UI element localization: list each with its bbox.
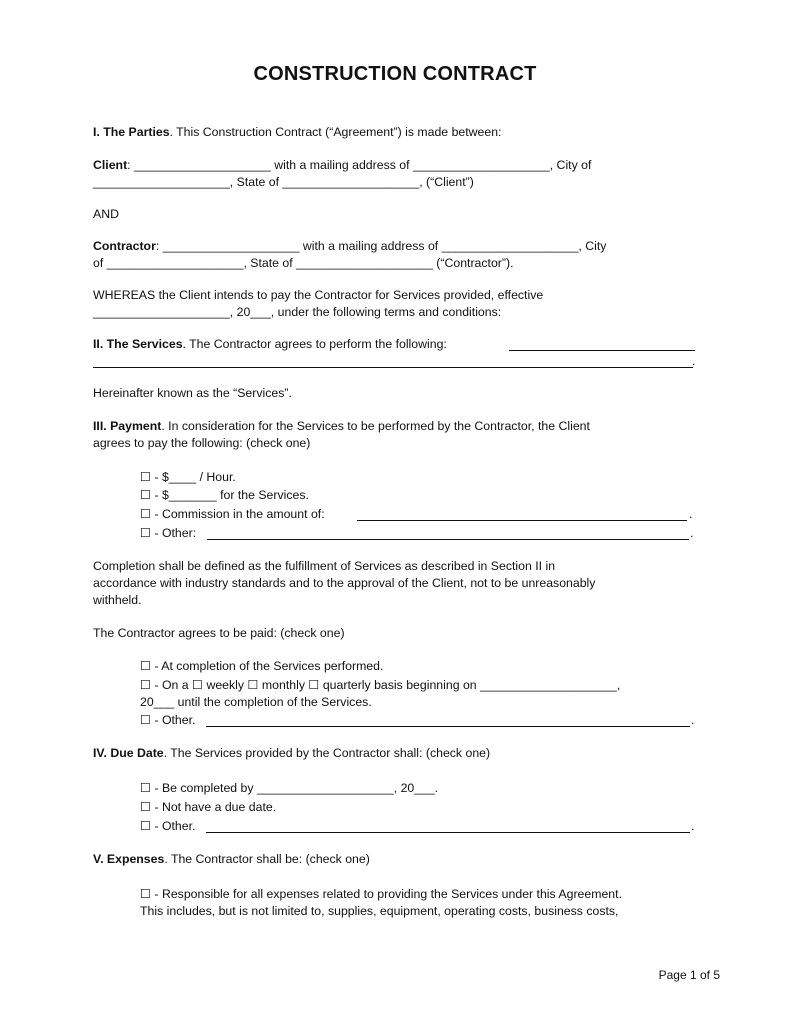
due-date-heading: IV. Due Date bbox=[93, 746, 164, 760]
due-date-text: . The Services provided by the Contractor shall: (check one) bbox=[163, 746, 491, 760]
whereas-line-2: ____________________, 20___, under the following terms and conditions: bbox=[93, 305, 502, 319]
paid-option-other[interactable]: ☐ - Other. bbox=[140, 713, 196, 727]
due-other-period: . bbox=[691, 819, 695, 833]
payment-line-1 bbox=[93, 418, 590, 435]
paid-other-blank bbox=[206, 726, 690, 727]
paid-intro: The Contractor agrees to be paid: (check one) bbox=[93, 626, 345, 640]
services-period: . bbox=[692, 354, 696, 368]
services-text: . The Contractor agrees to perform the following: bbox=[182, 337, 447, 351]
payment-option-other[interactable]: ☐ - Other: bbox=[140, 526, 197, 540]
payment-heading: III. Payment bbox=[93, 419, 162, 433]
parties-intro-text: . This Construction Contract (“Agreement”) is made between: bbox=[169, 125, 502, 139]
services-line bbox=[93, 336, 447, 353]
paid-option-completion[interactable]: ☐ - At completion of the Services performed. bbox=[140, 659, 384, 673]
paid-option-periodic[interactable]: ☐ - On a ☐ weekly ☐ monthly ☐ quarterly basis beginning on ____________________, bbox=[140, 678, 621, 692]
commission-period: . bbox=[689, 507, 693, 521]
whereas-line-1: WHEREAS the Client intends to pay the Contractor for Services provided, effective bbox=[93, 288, 544, 302]
completion-line-3: withheld. bbox=[93, 593, 142, 607]
parties-intro bbox=[93, 124, 501, 141]
payment-text-1: . In consideration for the Services to be performed by the Contractor, the Client bbox=[161, 419, 590, 433]
due-date-line bbox=[93, 745, 490, 762]
expenses-line bbox=[93, 851, 370, 868]
contractor-line-2: of ____________________, State of ____________________ (“Contractor”). bbox=[93, 256, 514, 270]
payment-line-2: agrees to pay the following: (check one) bbox=[93, 436, 311, 450]
due-option-completed-by[interactable]: ☐ - Be completed by ____________________, 20___. bbox=[140, 781, 439, 795]
contractor-label: Contractor bbox=[93, 239, 156, 253]
client-line-1 bbox=[93, 157, 591, 174]
page-number: Page 1 of 5 bbox=[658, 968, 720, 982]
services-hereinafter: Hereinafter known as the “Services”. bbox=[93, 386, 292, 400]
parties-heading: I. The Parties bbox=[93, 125, 170, 139]
payment-option-hourly[interactable]: ☐ - $____ / Hour. bbox=[140, 470, 236, 484]
commission-blank bbox=[357, 520, 687, 521]
contractor-line-1 bbox=[93, 238, 606, 255]
contractor-line-1-text: : ____________________ with a mailing address of ____________________, City bbox=[155, 239, 607, 253]
payment-option-flat[interactable]: ☐ - $_______ for the Services. bbox=[140, 488, 309, 502]
paid-other-period: . bbox=[691, 713, 695, 727]
document-title: CONSTRUCTION CONTRACT bbox=[253, 63, 537, 85]
due-option-other[interactable]: ☐ - Other. bbox=[140, 819, 196, 833]
services-blank-1 bbox=[509, 350, 695, 351]
and-text: AND bbox=[93, 207, 119, 221]
paid-option-periodic-cont: 20___ until the completion of the Services. bbox=[140, 695, 372, 709]
due-other-blank bbox=[206, 832, 690, 833]
client-line-1-text: : ____________________ with a mailing address of ____________________, City of bbox=[127, 158, 592, 172]
expenses-heading: V. Expenses bbox=[93, 852, 165, 866]
due-option-none[interactable]: ☐ - Not have a due date. bbox=[140, 800, 277, 814]
payment-option-commission[interactable]: ☐ - Commission in the amount of: bbox=[140, 507, 325, 521]
client-line-2: ____________________, State of ____________________, (“Client”) bbox=[93, 175, 474, 189]
completion-line-1: Completion shall be defined as the fulfillment of Services as described in Section II in bbox=[93, 559, 556, 573]
completion-line-2: accordance with industry standards and to the approval of the Client, not to be unreasonably bbox=[93, 576, 596, 590]
expenses-text: . The Contractor shall be: (check one) bbox=[164, 852, 370, 866]
services-blank-2 bbox=[93, 367, 693, 368]
payment-other-period: . bbox=[690, 526, 694, 540]
client-label: Client bbox=[93, 158, 128, 172]
payment-other-blank bbox=[207, 539, 689, 540]
services-heading: II. The Services bbox=[93, 337, 183, 351]
expenses-option-line-1[interactable]: ☐ - Responsible for all expenses related to providing the Services under this Agreement. bbox=[140, 887, 622, 901]
expenses-option-line-2: This includes, but is not limited to, supplies, equipment, operating costs, business costs, bbox=[140, 904, 619, 918]
